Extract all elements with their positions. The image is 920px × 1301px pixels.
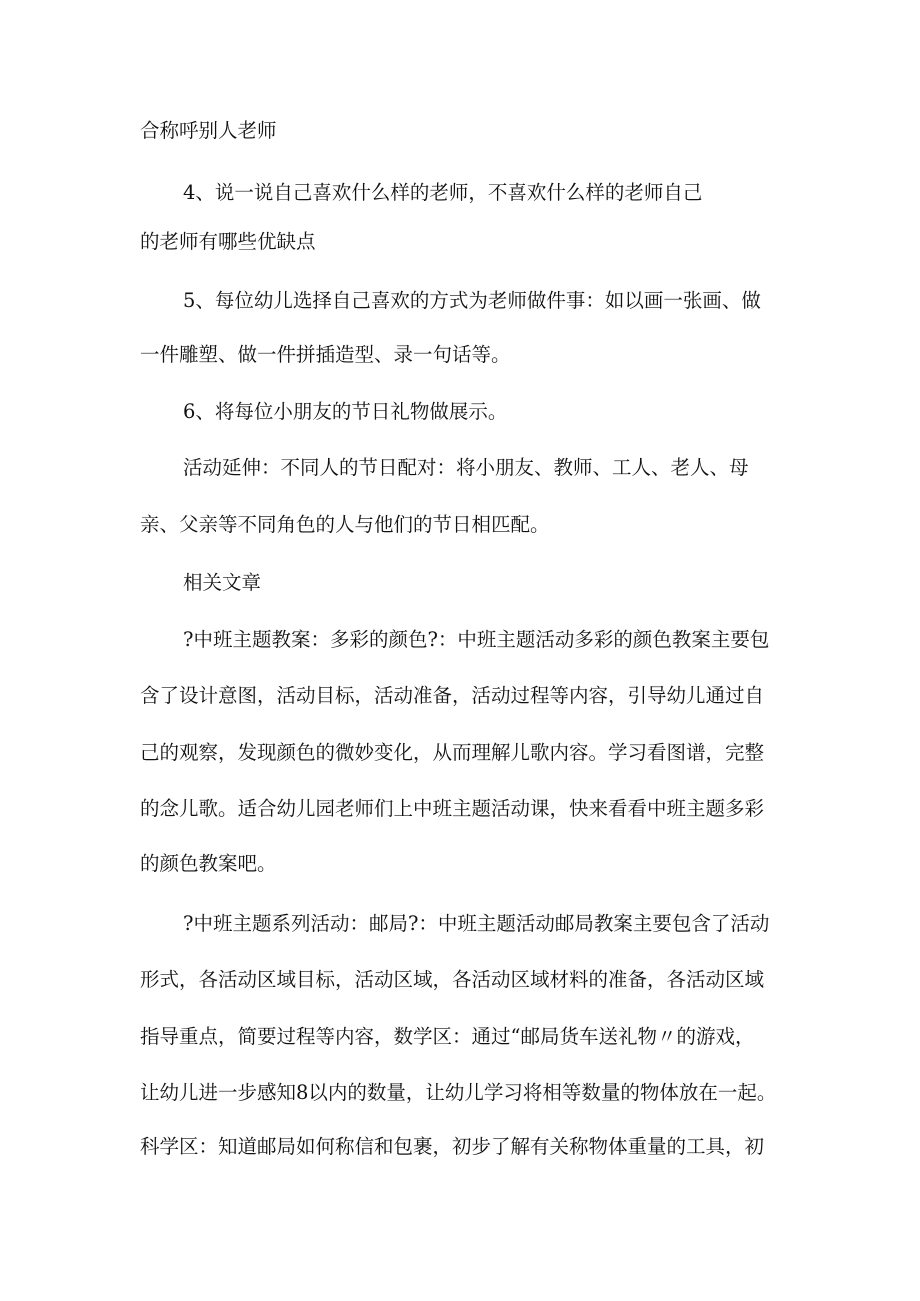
text-line: ?中班主题教案：多彩的颜色?：中班主题活动多彩的颜色教案主要包	[183, 628, 770, 651]
text-line: 亲、父亲等不同角色的人与他们的节日相匹配。	[140, 513, 550, 536]
text-line: 己的观察，发现颜色的微妙变化，从而理解儿歌内容。学习看图谱，完整	[140, 741, 765, 764]
text-line: 合称呼别人老师	[140, 119, 277, 142]
text-line: 一件雕塑、做一件拼插造型、录一句话等。	[140, 343, 511, 366]
section-heading: 相关文章	[183, 571, 262, 594]
text-line: 5、每位幼儿选择自己喜欢的方式为老师做件事：如以画一张画、做	[183, 289, 761, 312]
text-line: 让幼儿进一步感知8以内的数量，让幼儿学习将相等数量的物体放在一起。	[140, 1081, 777, 1104]
text-line: 含了设计意图，活动目标，活动准备，活动过程等内容，引导幼儿通过自	[140, 684, 765, 707]
text-line: ?中班主题系列活动：邮局?：中班主题活动邮局教案主要包含了活动	[183, 912, 770, 935]
text-line: 6、将每位小朋友的节日礼物做展示。	[183, 400, 508, 423]
text-line: 活动延伸：不同人的节日配对：将小朋友、教师、工人、老人、母	[183, 456, 749, 479]
text-line: 的念儿歌。适合幼儿园老师们上中班主题活动课，快来看看中班主题多彩	[140, 797, 765, 820]
text-line: 的颜色教案吧。	[140, 852, 277, 875]
text-line: 指导重点，简要过程等内容，数学区：通过“邮局货车送礼物〃的游戏，	[140, 1025, 755, 1048]
text-line: 形式，各活动区域目标，活动区域，各活动区域材料的准备，各活动区域	[140, 968, 765, 991]
text-line: 4、说一说自己喜欢什么样的老师，不喜欢什么样的老师自己	[183, 181, 703, 204]
text-line: 科学区：知道邮局如何称信和包裹，初步了解有关称物体重量的工具，初	[140, 1135, 765, 1158]
text-line: 的老师有哪些优缺点	[140, 230, 316, 253]
